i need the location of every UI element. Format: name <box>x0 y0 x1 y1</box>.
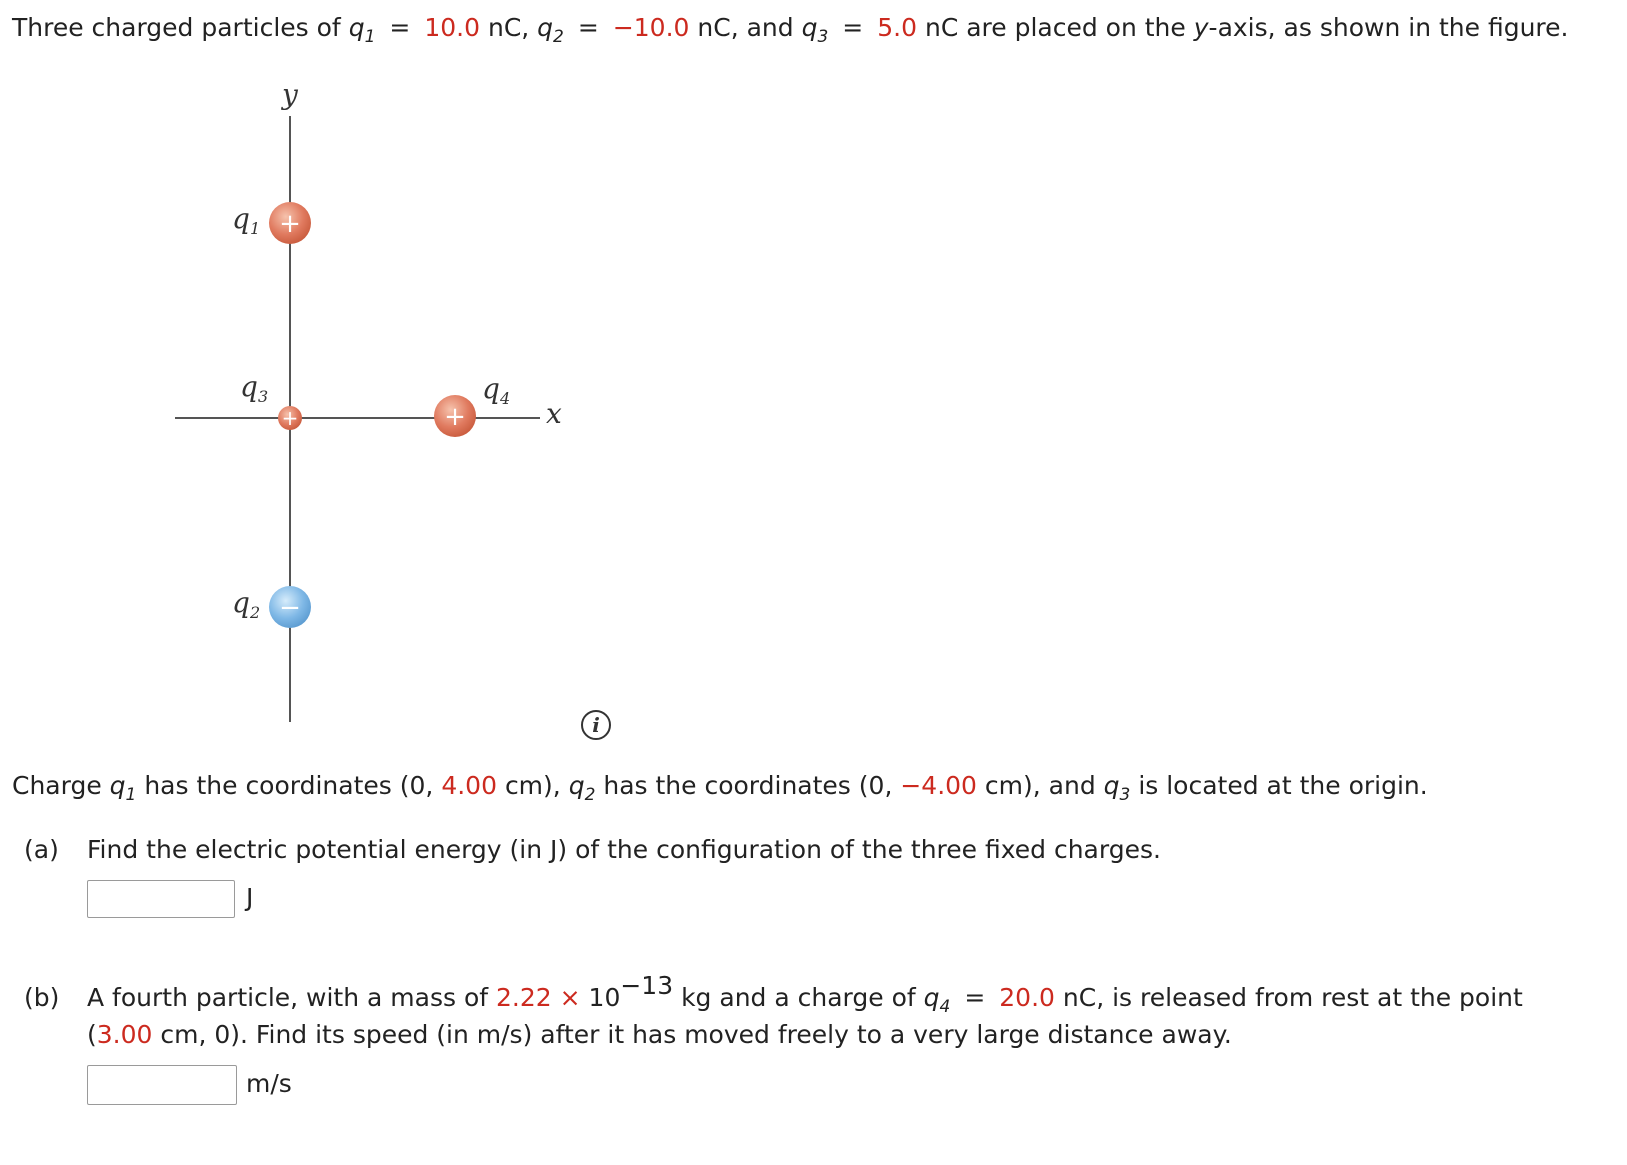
q4-figure-label: $q_4$ <box>482 372 511 408</box>
part-b-question-line2: (3.00 cm, 0). Find its speed (in m/s) after it has moved freely to a very large distance away. <box>87 1020 1232 1049</box>
mass-mantissa: 2.22 <box>496 983 552 1012</box>
q1-value: 10.0 <box>424 13 481 42</box>
q1-figure-label: $q_1$ <box>232 202 261 238</box>
part-b-label: (b) <box>24 983 60 1012</box>
q4-value: 20.0 <box>999 983 1055 1012</box>
q3-value: 5.0 <box>877 13 918 42</box>
coordinates-sentence: Charge $q_1$ has the coordinates (0, 4.00 cm), $q_2$ has the coordinates (0, −4.00 cm), and $q_3$ is located at the origin. <box>12 771 1428 805</box>
q4-x-coordinate: 3.00 <box>96 1020 153 1049</box>
q3-figure-label: $q_3$ <box>240 370 269 406</box>
x-axis-label: x <box>546 397 562 430</box>
q3-plus-sign: + <box>281 406 299 430</box>
part-a-label: (a) <box>24 835 59 864</box>
part-a-question: Find the electric potential energy (in J) of the configuration of the three fixed charges. <box>87 835 1161 864</box>
q2-y-coordinate: −4.00 <box>900 771 977 800</box>
intro-prefix: Three charged particles of <box>12 13 341 42</box>
part-b-answer-input[interactable] <box>87 1065 237 1105</box>
q1-plus-sign: + <box>279 209 301 239</box>
q3-symbol: $q_3$ <box>801 13 829 47</box>
q1-y-coordinate: 4.00 <box>441 771 497 800</box>
q2-value: −10.0 <box>612 13 690 42</box>
charge-figure <box>0 0 700 740</box>
mass-exponent: −13 <box>620 971 674 1000</box>
part-a-unit: J <box>246 883 254 912</box>
y-axis-label: y <box>282 78 298 111</box>
q1-symbol: $q_1$ <box>348 13 376 47</box>
part-b-unit: m/s <box>246 1069 292 1098</box>
q2-figure-label: $q_2$ <box>232 586 261 622</box>
q4-plus-sign: + <box>444 402 466 432</box>
part-a-answer-input[interactable] <box>87 880 235 918</box>
part-b-question-line1: A fourth particle, with a mass of $2.22 \times 10^{-13}$ kg and a charge of $q_4 = 20.0$ nC, is released from rest at the point <box>87 971 1523 1017</box>
q2-symbol: $q_2$ <box>537 13 564 47</box>
info-icon[interactable]: i <box>581 710 611 740</box>
intro-sentence: Three charged particles of $q_1 = 10.0$ nC, $q_2 = -10.0$ nC, and $q_3 = 5.0$ nC are placed on the y-axis, as shown in the figure. <box>12 13 1569 47</box>
q2-minus-sign: − <box>279 593 301 623</box>
